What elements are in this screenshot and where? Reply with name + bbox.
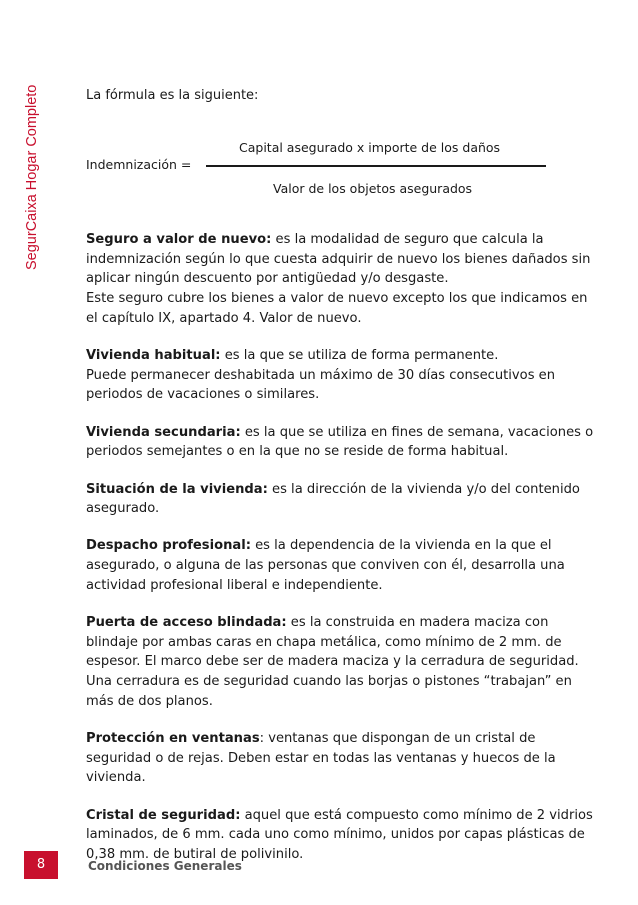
definitions-list — [86, 230, 596, 882]
definition-term: Protección en ventanas — [86, 731, 260, 747]
definition-item — [86, 729, 596, 788]
definition-item — [86, 536, 596, 595]
definition-text: aquel que está compuesto como mínimo de 2 vidrios laminados, de 6 mm. cada uno como mínimo, unidos por capas plásticas de 0,38 mm. de butiral de polivinilo. — [86, 807, 593, 863]
indemnity-formula — [86, 134, 556, 204]
definition-item — [86, 423, 596, 462]
sidebar-product: Hogar Completo — [24, 84, 40, 195]
definition-text: es la dirección de la vivienda y/o del contenido asegurado. — [86, 481, 580, 517]
definition-item — [86, 480, 596, 519]
definition-item — [86, 230, 596, 329]
definition-item — [86, 806, 596, 865]
intro-text: La fórmula es la siguiente: — [86, 88, 259, 103]
definition-term: Seguro a valor de nuevo: — [86, 232, 272, 247]
definition-extra: Este seguro cubre los bienes a valor de nuevo excepto los que indicamos en el capítulo IX, apartado 4. Valor de nuevo. — [86, 291, 588, 326]
definition-item — [86, 613, 596, 712]
fraction-bar — [206, 165, 546, 167]
footer-title: Condiciones Generales — [88, 859, 242, 873]
definition-text: : ventanas que dispongan de un cristal de seguridad o de rejas. Deben estar en todas las ventanas y huecos de la vivienda. — [86, 731, 556, 786]
definition-text: es la que se utiliza de forma permanente. — [220, 348, 499, 364]
definition-term: Puerta de acceso blindada: — [86, 615, 287, 631]
definition-term: Cristal de seguridad: — [86, 807, 241, 823]
definition-text: es la modalidad de seguro que calcula la indemnización según lo que cuesta adquirir de nuevo los bienes dañados sin aplicar ningún descuento por antigüedad y/o desgaste. — [86, 232, 591, 287]
definition-term: Vivienda habitual: — [86, 348, 221, 364]
sidebar-brand: SegurCaixa — [24, 194, 40, 270]
page-number: 8 — [24, 851, 58, 879]
definition-text: es la construida en madera maciza con blindaje por ambas caras en chapa metálica, como mínimo de 2 mm. de espesor. El marco debe ser de madera maciza y la cerradura de seguridad. Una cerradura es de seguridad cuando las borjas o pistones “trabajan” en más de dos planos. — [86, 615, 579, 709]
definition-term: Situación de la vivienda: — [86, 481, 268, 497]
definition-text: es la que se utiliza en fines de semana, vacaciones o periodos semejantes o en la que no se reside de forma habitual. — [86, 424, 594, 460]
definition-item — [86, 346, 596, 405]
definition-text: es la dependencia de la vivienda en la que el asegurado, o alguna de las personas que conviven con él, desarrolla una actividad profesional liberal e independiente. — [86, 538, 565, 593]
formula-numerator: Capital asegurado x importe de los daños — [239, 140, 501, 155]
formula-denominator: Valor de los objetos asegurados — [273, 181, 473, 196]
sidebar-title — [24, 70, 40, 270]
definition-extra: Puede permanecer deshabitada un máximo de 30 días consecutivos en periodos de vacaciones o similares. — [86, 367, 556, 403]
definition-term: Vivienda secundaria: — [86, 424, 241, 440]
formula-lhs: Indemnización = — [86, 157, 192, 172]
definition-term: Despacho profesional: — [86, 538, 251, 554]
